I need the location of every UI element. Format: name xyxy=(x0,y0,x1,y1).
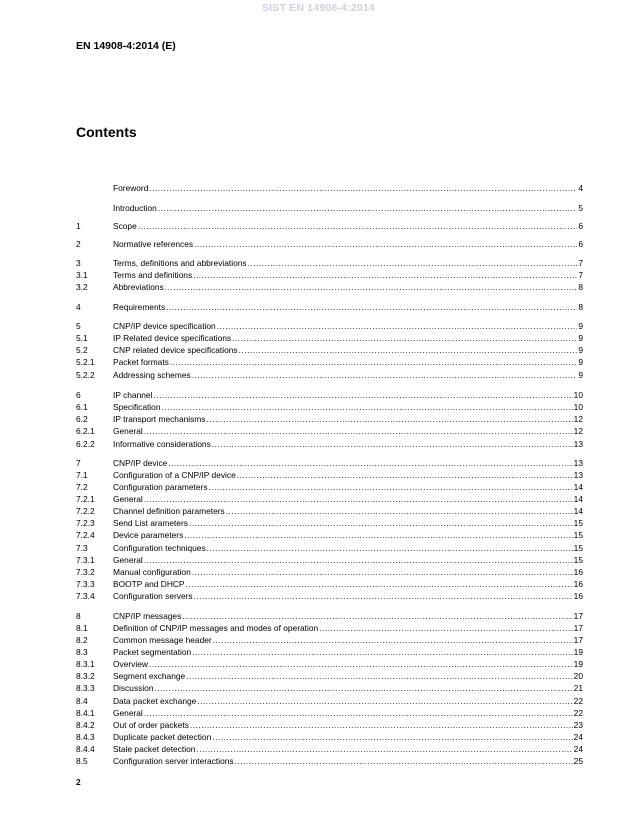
toc-entry[interactable] xyxy=(76,321,583,332)
toc-entry[interactable] xyxy=(76,506,583,517)
toc-entry-title: General xyxy=(113,426,143,436)
toc-entry[interactable] xyxy=(76,518,583,529)
toc-dot-leader xyxy=(248,258,578,269)
toc-entry-page: 15 xyxy=(573,543,583,553)
toc-dot-leader xyxy=(194,239,577,250)
toc-dot-leader xyxy=(206,414,572,425)
toc-dot-leader xyxy=(193,270,577,281)
toc-entry[interactable] xyxy=(76,390,583,401)
toc-entry-number: 8.2 xyxy=(76,635,88,645)
toc-entry[interactable] xyxy=(76,696,583,707)
toc-entry-page: 21 xyxy=(573,683,583,693)
toc-entry-number: 6.1 xyxy=(76,402,88,412)
toc-entry[interactable] xyxy=(76,623,583,634)
document-id: EN 14908-4:2014 (E) xyxy=(76,40,176,52)
toc-entry-page: 19 xyxy=(573,659,583,669)
toc-entry-page: 25 xyxy=(573,756,583,766)
toc-entry-number: 6.2.2 xyxy=(76,439,95,449)
toc-dot-leader xyxy=(189,518,573,529)
toc-entry-number: 8.4.2 xyxy=(76,720,95,730)
toc-entry-page: 4 xyxy=(578,183,583,193)
toc-entry-title: Normative references xyxy=(113,239,194,249)
toc-entry[interactable] xyxy=(76,591,583,602)
toc-entry-title: IP transport mechanisms xyxy=(113,414,206,424)
toc-entry-page: 14 xyxy=(573,494,583,504)
toc-entry-number: 5 xyxy=(76,321,81,331)
toc-entry-page: 13 xyxy=(573,458,583,468)
toc-entry[interactable] xyxy=(76,439,583,450)
toc-entry-page: 5 xyxy=(578,203,583,213)
toc-entry-title: Abbreviations xyxy=(113,282,164,292)
toc-entry-page: 6 xyxy=(578,221,583,231)
toc-dot-leader xyxy=(144,426,573,437)
toc-entry-number: 3 xyxy=(76,258,81,268)
toc-entry-title: Requirements xyxy=(113,302,166,312)
toc-dot-leader xyxy=(186,579,573,590)
toc-entry-title: Specification xyxy=(113,402,161,412)
toc-entry-title: CNP/IP device specification xyxy=(113,321,216,331)
toc-entry-page: 16 xyxy=(573,567,583,577)
toc-dot-leader xyxy=(144,708,573,719)
toc-dot-leader xyxy=(170,357,577,368)
toc-entry-page: 9 xyxy=(578,333,583,343)
toc-entry-number: 7.3.1 xyxy=(76,555,95,565)
toc-dot-leader xyxy=(182,611,572,622)
toc-entry[interactable] xyxy=(76,183,583,194)
toc-entry-title: Introduction xyxy=(113,203,157,213)
toc-entry-number: 8.3 xyxy=(76,647,88,657)
toc-dot-leader xyxy=(184,530,572,541)
toc-entry-number: 5.2.2 xyxy=(76,370,95,380)
toc-entry-title: Device parameters xyxy=(113,530,184,540)
toc-dot-leader xyxy=(213,635,573,646)
toc-entry-number: 7.2.4 xyxy=(76,530,95,540)
toc-entry-page: 14 xyxy=(573,482,583,492)
toc-entry-title: Scope xyxy=(113,221,137,231)
toc-entry-number: 1 xyxy=(76,221,81,231)
toc-entry-number: 8.4.1 xyxy=(76,708,95,718)
watermark: SIST EN 14908-4:2014 xyxy=(261,2,376,14)
toc-entry-number: 6.2.1 xyxy=(76,426,95,436)
toc-entry[interactable] xyxy=(76,720,583,731)
toc-dot-leader xyxy=(155,683,573,694)
toc-entry-number: 6.2 xyxy=(76,414,88,424)
toc-entry[interactable] xyxy=(76,543,583,554)
toc-entry-title: Overview xyxy=(113,659,148,669)
toc-entry[interactable] xyxy=(76,470,583,481)
toc-entry-title: Configuration techniques xyxy=(113,543,206,553)
toc-dot-leader xyxy=(149,183,577,194)
toc-entry[interactable] xyxy=(76,671,583,682)
toc-entry-number: 8.4.4 xyxy=(76,744,95,754)
toc-entry[interactable] xyxy=(76,426,583,437)
toc-dot-leader xyxy=(144,555,573,566)
toc-entry[interactable] xyxy=(76,683,583,694)
toc-entry-page: 7 xyxy=(578,270,583,280)
toc-entry-number: 7.2.3 xyxy=(76,518,95,528)
toc-entry[interactable] xyxy=(76,302,583,313)
toc-entry[interactable] xyxy=(76,345,583,356)
toc-entry-title: Packet segmentation xyxy=(113,647,192,657)
toc-dot-leader xyxy=(212,732,572,743)
toc-entry-title: Out of order packets xyxy=(113,720,189,730)
toc-dot-leader xyxy=(212,439,573,450)
toc-entry-number: 4 xyxy=(76,302,81,312)
toc-entry-page: 9 xyxy=(578,321,583,331)
toc-entry-number: 7.3.3 xyxy=(76,579,95,589)
toc-entry-number: 8.4 xyxy=(76,696,88,706)
toc-entry-title: CNP/IP device xyxy=(113,458,168,468)
toc-entry-page: 17 xyxy=(573,635,583,645)
toc-entry-title: Foreword xyxy=(113,183,149,193)
toc-entry-page: 12 xyxy=(573,414,583,424)
toc-entry-title: CNP/IP messages xyxy=(113,611,182,621)
toc-entry[interactable] xyxy=(76,744,583,755)
toc-entry-title: Configuration server interactions xyxy=(113,756,234,766)
toc-entry[interactable] xyxy=(76,494,583,505)
toc-entry-number: 8.1 xyxy=(76,623,88,633)
toc-entry[interactable] xyxy=(76,647,583,658)
toc-entry-number: 8.5 xyxy=(76,756,88,766)
toc-entry-title: Terms, definitions and abbreviations xyxy=(113,258,247,268)
toc-dot-leader xyxy=(192,567,573,578)
toc-entry-number: 7.3.4 xyxy=(76,591,95,601)
toc-entry-page: 24 xyxy=(573,744,583,754)
toc-entry-title: Packet formats xyxy=(113,357,169,367)
toc-entry-page: 8 xyxy=(578,282,583,292)
toc-entry-title: Stale packet detection xyxy=(113,744,196,754)
toc-entry-page: 17 xyxy=(573,611,583,621)
toc-dot-leader xyxy=(197,696,572,707)
toc-entry-page: 16 xyxy=(573,591,583,601)
toc-dot-leader xyxy=(186,671,573,682)
toc-entry-title: Discussion xyxy=(113,683,154,693)
toc-entry-number: 8.4.3 xyxy=(76,732,95,742)
toc-entry-page: 13 xyxy=(573,439,583,449)
toc-entry-number: 5.2 xyxy=(76,345,88,355)
toc-dot-leader xyxy=(209,482,573,493)
toc-dot-leader xyxy=(239,345,578,356)
toc-entry-title: Addressing schemes xyxy=(113,370,191,380)
toc-entry-page: 13 xyxy=(573,470,583,480)
toc-entry-page: 20 xyxy=(573,671,583,681)
toc-entry[interactable] xyxy=(76,270,583,281)
toc-dot-leader xyxy=(207,543,573,554)
toc-entry-number: 8.3.2 xyxy=(76,671,95,681)
toc-dot-leader xyxy=(237,470,573,481)
toc-entry-title: Configuration servers xyxy=(113,591,193,601)
toc-entry[interactable] xyxy=(76,659,583,670)
toc-entry[interactable] xyxy=(76,530,583,541)
toc-entry[interactable] xyxy=(76,732,583,743)
toc-dot-leader xyxy=(194,591,573,602)
toc-entry-number: 3.1 xyxy=(76,270,88,280)
toc-entry-page: 9 xyxy=(578,357,583,367)
toc-dot-leader xyxy=(166,302,577,313)
toc-entry-number: 7.1 xyxy=(76,470,88,480)
toc-entry-title: CNP related device specifications xyxy=(113,345,238,355)
toc-entry-number: 3.2 xyxy=(76,282,88,292)
toc-entry[interactable] xyxy=(76,402,583,413)
toc-entry-title: Duplicate packet detection xyxy=(113,732,212,742)
toc-entry-title: Terms and definitions xyxy=(113,270,193,280)
toc-dot-leader xyxy=(196,744,572,755)
toc-entry[interactable] xyxy=(76,555,583,566)
toc-entry-number: 5.1 xyxy=(76,333,88,343)
toc-entry-page: 17 xyxy=(573,623,583,633)
toc-entry[interactable] xyxy=(76,756,583,767)
toc-entry-page: 22 xyxy=(573,708,583,718)
toc-dot-leader xyxy=(144,494,573,505)
toc-entry[interactable] xyxy=(76,357,583,368)
toc-entry-number: 8 xyxy=(76,611,81,621)
toc-entry-page: 22 xyxy=(573,696,583,706)
toc-entry-number: 7.2.2 xyxy=(76,506,95,516)
toc-entry-title: Send List arameters xyxy=(113,518,188,528)
toc-entry[interactable] xyxy=(76,221,583,232)
toc-entry[interactable] xyxy=(76,414,583,425)
toc-entry-number: 5.2.1 xyxy=(76,357,95,367)
toc-dot-leader xyxy=(190,720,573,731)
toc-entry[interactable] xyxy=(76,370,583,381)
toc-dot-leader xyxy=(192,647,572,658)
toc-dot-leader xyxy=(232,333,577,344)
toc-entry-title: Informative considerations xyxy=(113,439,211,449)
toc-entry-page: 15 xyxy=(573,555,583,565)
toc-dot-leader xyxy=(153,390,572,401)
toc-entry-title: Definition of CNP/IP messages and modes of operation xyxy=(113,623,319,633)
contents-heading: Contents xyxy=(76,124,137,140)
toc-entry-number: 7 xyxy=(76,458,81,468)
toc-entry-title: Manual configuration xyxy=(113,567,191,577)
toc-entry[interactable] xyxy=(76,708,583,719)
toc-entry-page: 12 xyxy=(573,426,583,436)
toc-entry-page: 15 xyxy=(573,518,583,528)
toc-entry-title: Configuration of a CNP/IP device xyxy=(113,470,236,480)
toc-entry-title: Common message header xyxy=(113,635,212,645)
toc-entry-title: General xyxy=(113,555,143,565)
toc-entry-page: 9 xyxy=(578,345,583,355)
toc-entry-title: Segment exchange xyxy=(113,671,186,681)
toc-entry-page: 14 xyxy=(573,506,583,516)
toc-entry-title: Data packet exchange xyxy=(113,696,197,706)
toc-entry-title: BOOTP and DHCP xyxy=(113,579,185,589)
toc-entry[interactable] xyxy=(76,611,583,622)
toc-entry[interactable] xyxy=(76,333,583,344)
toc-entry-title: Configuration parameters xyxy=(113,482,208,492)
toc-entry-page: 10 xyxy=(573,402,583,412)
toc-entry-title: IP Related device specifications xyxy=(113,333,232,343)
toc-dot-leader xyxy=(235,756,573,767)
toc-entry[interactable] xyxy=(76,482,583,493)
toc-entry-page: 10 xyxy=(573,390,583,400)
toc-entry[interactable] xyxy=(76,567,583,578)
toc-entry-title: General xyxy=(113,708,143,718)
toc-entry-title: Channel definition parameters xyxy=(113,506,225,516)
toc-entry-number: 2 xyxy=(76,239,81,249)
toc-entry[interactable] xyxy=(76,258,583,269)
toc-entry[interactable] xyxy=(76,239,583,250)
toc-entry-title: General xyxy=(113,494,143,504)
toc-entry-page: 23 xyxy=(573,720,583,730)
toc-entry[interactable] xyxy=(76,579,583,590)
toc-entry-title: IP channel xyxy=(113,390,153,400)
page-number: 2 xyxy=(76,777,81,787)
toc-entry-page: 16 xyxy=(573,579,583,589)
toc-entry[interactable] xyxy=(76,635,583,646)
toc-entry-number: 7.3.2 xyxy=(76,567,95,577)
toc-dot-leader xyxy=(165,282,578,293)
toc-entry-page: 24 xyxy=(573,732,583,742)
toc-dot-leader xyxy=(138,221,578,232)
toc-entry-number: 7.2.1 xyxy=(76,494,95,504)
toc-dot-leader xyxy=(149,659,573,670)
toc-dot-leader xyxy=(192,370,578,381)
toc-dot-leader xyxy=(319,623,573,634)
toc-entry-page: 15 xyxy=(573,530,583,540)
toc-entry-number: 8.3.3 xyxy=(76,683,95,693)
toc-entry-page: 9 xyxy=(578,370,583,380)
toc-entry-number: 7.3 xyxy=(76,543,88,553)
toc-entry[interactable] xyxy=(76,282,583,293)
toc-entry-number: 8.3.1 xyxy=(76,659,95,669)
toc-dot-leader xyxy=(168,458,572,469)
toc-dot-leader xyxy=(158,203,578,214)
toc-entry-page: 19 xyxy=(573,647,583,657)
toc-entry-number: 6 xyxy=(76,390,81,400)
toc-dot-leader xyxy=(162,402,573,413)
toc-entry-page: 8 xyxy=(578,302,583,312)
toc-entry-page: 6 xyxy=(578,239,583,249)
toc-entry-page: 7 xyxy=(578,258,583,268)
toc-entry[interactable] xyxy=(76,458,583,469)
toc-dot-leader xyxy=(217,321,578,332)
toc-entry-number: 7.2 xyxy=(76,482,88,492)
toc-entry[interactable] xyxy=(76,203,583,214)
toc-dot-leader xyxy=(226,506,573,517)
